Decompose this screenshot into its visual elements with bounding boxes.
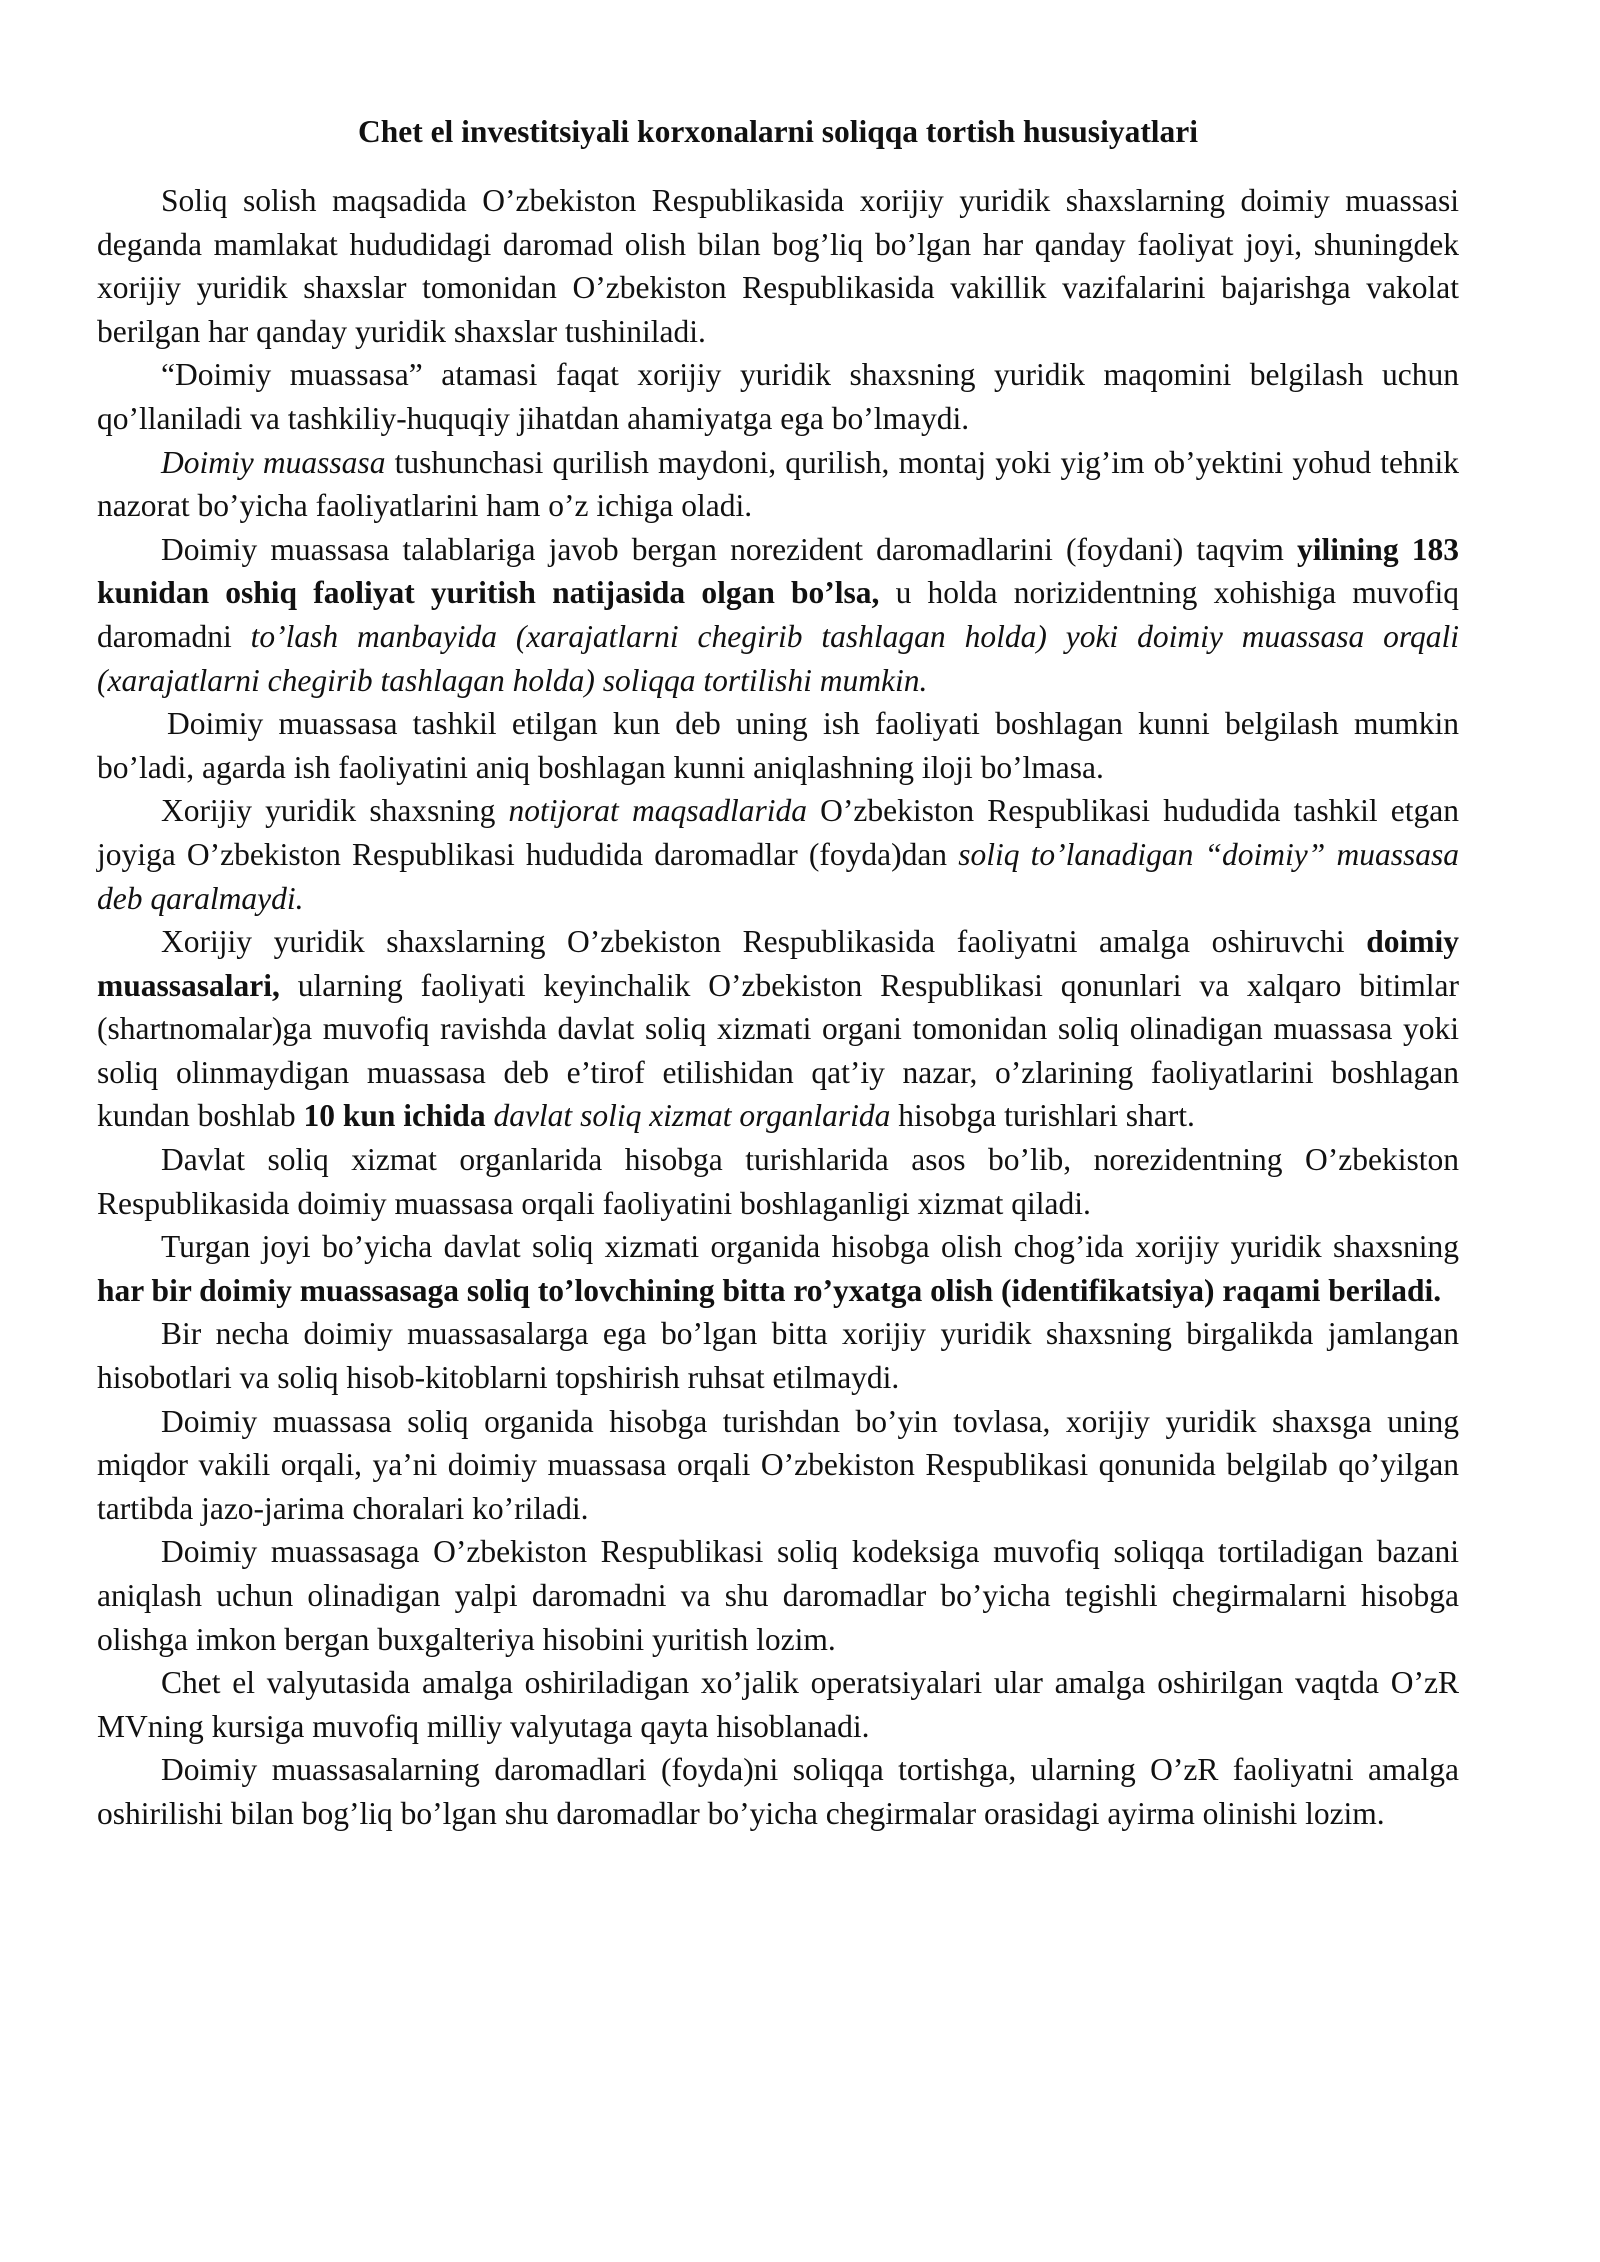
italic-text-run: soliq to’lanadigan “doimiy” muassasa deb qaralmaydi. (97, 836, 1459, 916)
italic-text-run: Doimiy muassasa (161, 444, 386, 480)
text-run: Xorijiy yuridik shaxslarning O’zbekiston Respublikasida faoliyatni amalga oshiruvchi (161, 924, 1367, 960)
text-run: Davlat soliq xizmat organlarida hisobga turishlarida asos bo’lib, norezidentning O’zbekiston Respublikasida doimiy muassasa orqali faoliyatini boshlaganligi xizmat qiladi. (97, 1142, 1459, 1221)
paragraph (97, 179, 1459, 353)
text-run: Doimiy muassasa soliq organida hisobga turishdan bo’yin tovlasa, xorijiy yuridik shaxsga uning miqdor vakili orqali, ya’ni doimiy muassasa orqali O’zbekiston Respublikasi qonunida belgilab qo’yilgan tartibda jazo-jarima choralari ko’riladi. (97, 1403, 1459, 1526)
text-run: Xorijiy yuridik shaxsning (161, 793, 509, 829)
paragraph (97, 920, 1459, 1138)
text-run: Turgan joyi bo’yicha davlat soliq xizmati organida hisobga olish chog’ida xorijiy yuridik shaxsning (161, 1229, 1459, 1265)
text-run: Bir necha doimiy muassasalarga ega bo’lgan bitta xorijiy yuridik shaxsning birgalikda jamlangan hisobotlari va soliq hisob-kitoblarni topshirish ruhsat etilmaydi. (97, 1316, 1459, 1396)
italic-text-run: davlat soliq xizmat organlarida (493, 1098, 891, 1134)
document-body (97, 179, 1459, 1836)
bold-text-run: 10 kun ichida (303, 1098, 486, 1134)
document-page (97, 112, 1459, 1836)
italic-text-run: notijorat maqsadlarida (508, 793, 807, 829)
text-run: “Doimiy muassasa” atamasi faqat xorijiy yuridik shaxsning yuridik maqomini belgilash uchun qo’llaniladi va tashkiliy-huquqiy jihatdan ahamiyatga ega bo’lmaydi. (97, 357, 1459, 436)
text-run: Doimiy muassasa talablariga javob bergan norezident daromadlarini (foydani) taqvim (161, 531, 1298, 567)
paragraph (97, 1225, 1459, 1312)
bold-text-run: doimiy muassasalari, (97, 924, 1459, 1003)
paragraph (97, 1138, 1459, 1225)
paragraph (97, 789, 1459, 920)
paragraph (97, 1661, 1459, 1748)
paragraph (97, 702, 1459, 789)
text-run: hisobga turishlari shart. (890, 1098, 1195, 1134)
text-run: Chet el valyutasida amalga oshiriladigan xo’jalik operatsiyalari ular amalga oshirilgan vaqtda O’zR MVning kursiga muvofiq milliy valyutaga qayta hisoblanadi. (97, 1665, 1459, 1744)
italic-text-run: to’lash manbayida (xarajatlarni chegirib tashlagan holda) yoki doimiy muassasa orqali (xarajatlarni chegirib tashlagan holda) soliqqa tortilishi mumkin. (97, 618, 1459, 698)
text-run: ularning faoliyati keyinchalik O’zbekiston Respublikasi qonunlari va xalqaro bitimlar (shartnomalar)ga muvofiq ravishda davlat soliq xizmati organi tomonidan soliq olinadigan muassasa yoki soliq olinmaydigan muassasa deb e’tirof etilishidan qat’iy nazar, o’zlarining faoliyatlarini boshlagan kundan boshlab (97, 967, 1459, 1134)
document-title: Chet el investitsiyali korxonalarni soliqqa tortish hususiyatlari (357, 114, 1199, 149)
paragraph (97, 1748, 1459, 1835)
text-run: O’zbekiston Respublikasi hududida tashkil etgan joyiga O’zbekiston Respublikasi hududida daromadlar (foyda)dan (97, 793, 1459, 872)
text-run: tushunchasi qurilish maydoni, qurilish, montaj yoki yig’im ob’yektini yohud tehnik nazorat bo’yicha faoliyatlarini ham o’z ichiga oladi. (97, 444, 1459, 524)
text-run: Doimiy muassasalarning daromadlari (foyda)ni soliqqa tortishga, ularning O’zR faoliyatni amalga oshirilishi bilan bog’liq bo’lgan shu daromadlar bo’yicha chegirmalar orasidagi ayirma olinishi lozim. (97, 1752, 1459, 1831)
paragraph (97, 1312, 1459, 1399)
paragraph (97, 441, 1459, 528)
paragraph (97, 353, 1459, 440)
text-run: Soliq solish maqsadida O’zbekiston Respublikasida xorijiy yuridik shaxslarning doimiy muassasi deganda mamlakat hududidagi daromad olish bilan bog’liq bo’lgan har qanday faoliyat joyi, shuningdek xorijiy yuridik shaxslar tomonidan O’zbekiston Respublikasida vakillik vazifalarini bajarishga vakolat berilgan har qanday yuridik shaxslar tushiniladi. (97, 183, 1459, 349)
bold-text-run: har bir doimiy muassasaga soliq to’lovchining bitta ro’yxatga olish (identifikatsiya) raqami beriladi. (97, 1272, 1442, 1308)
text-run: Doimiy muassasaga O’zbekiston Respublikasi soliq kodeksiga muvofiq soliqqa tortiladigan bazani aniqlash uchun olinadigan yalpi daromadni va shu daromadlar bo’yicha tegishli chegirmalarni hisobga olishga imkon bergan buxgalteriya hisobini yuritish lozim. (97, 1534, 1459, 1657)
paragraph (97, 1530, 1459, 1661)
bold-text-run: yilining 183 kunidan oshiq faoliyat yuritish natijasida olgan bo’lsa, (97, 531, 1459, 611)
paragraph (97, 1400, 1459, 1531)
text-run: u holda norizidentning xohishiga muvofiq daromadni (97, 575, 1459, 654)
text-run: Doimiy muassasa tashkil etilgan kun deb uning ish faoliyati boshlagan kunni belgilash mumkin bo’ladi, agarda ish faoliyatini aniq boshlagan kunni aniqlashning iloji bo’lmasa. (97, 706, 1459, 785)
paragraph (97, 528, 1459, 702)
